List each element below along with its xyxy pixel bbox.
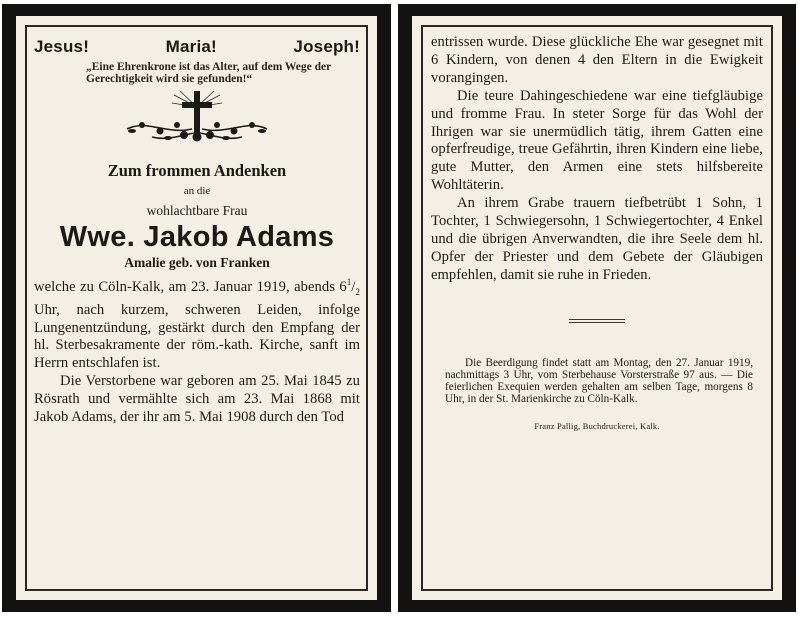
fraction-denominator: 2 <box>355 286 360 297</box>
divider-rule <box>569 319 625 323</box>
remember-heading: Zum frommen Andenken <box>107 161 287 180</box>
bible-quote: „Eine Ehrenkrone ist das Alter, auf dem Wege der Gerechtigkeit wird sie gefunden!“ <box>86 61 332 85</box>
printer-credit: Franz Pallig, Buchdruckerei, Kalk. <box>534 420 660 431</box>
an-die-text: an die <box>183 185 211 197</box>
right-paragraph-3: An ihrem Grabe trauern tiefbetrübt 1 Sohn, 1 Tochter, 1 Schwiegersohn, 1 Schwiegertochter, 4 Enkel und die übrigen Anverwandten, die ihre Seele dem hl. Opfer der Priester und dem Gebete der Gläubigen empfehlen, damit sie ruhe in Frieden. <box>431 195 763 283</box>
right-paragraph-2: Die teure Dahingeschiedene war eine tiefgläubige und fromme Frau. In steter Sorge für das Wohl der Ihrigen war sie unermüdlich tätig, ihrem Gatten eine opferfreudige, treue Gefährtin, ihren Kindern eine liebe, gute Mutter, den Armen eine stets hilfsbereite Wohltäterin. <box>431 87 763 194</box>
honored-text: wohlachtbare Frau <box>146 203 248 218</box>
left-paragraph-2: Die Verstorbene war geboren am 25. Mai 1845 zu Rösrath und vermählte sich am 23. Mai 1868 mit Jakob Adams, der ihr am 5. Mai 1908 durch den Tod <box>34 373 360 426</box>
invocation-jesus: Jesus! <box>34 37 90 56</box>
deceased-name: Wwe. Jakob Adams <box>59 221 335 253</box>
right-content <box>423 27 771 589</box>
right-body-text <box>431 34 763 285</box>
funeral-text: Die Beerdigung findet statt am Montag, den 27. Januar 1919, nachmittags 3 Uhr, vom Sterbehause Vorsterstraße 97 aus. — Die feierlichen Exequien werden gehalten am selben Tage, morgens 8 Uhr, in der St. Marienkirche zu Cöln-Kalk. <box>445 356 753 405</box>
header-invocation <box>34 37 360 57</box>
left-paragraph-1: welche zu Cöln-Kalk, am 23. Januar 1919, abends $6^1/_2$ Uhr, nach kurzem, schweren Leiden, infolge Lungenentzündung, gestärkt durch den Empfang der hl. Sterbesakramente der röm.-kath. Kirche, sanft im Herrn entschlafen ist. <box>34 277 360 372</box>
card-left-panel <box>2 4 391 612</box>
left-body-text <box>34 274 360 427</box>
funeral-notice <box>431 357 763 405</box>
left-paper <box>16 16 377 600</box>
right-paper <box>412 16 782 600</box>
left-content <box>27 27 366 589</box>
maiden-name: Amalie geb. von Franken <box>124 255 270 270</box>
left-inner-frame <box>25 25 368 591</box>
card-right-panel <box>398 4 796 612</box>
right-inner-frame <box>421 25 773 591</box>
invocation-maria: Maria! <box>165 37 217 56</box>
cross-ornament-icon <box>122 89 272 145</box>
fraction-numerator: 1 <box>346 277 352 287</box>
invocation-joseph: Joseph! <box>293 37 360 56</box>
right-paragraph-1: entrissen wurde. Diese glückliche Ehe war gesegnet mit 6 Kindern, von denen 4 den Eltern in die Ewigkeit vorangingen. <box>431 34 763 86</box>
